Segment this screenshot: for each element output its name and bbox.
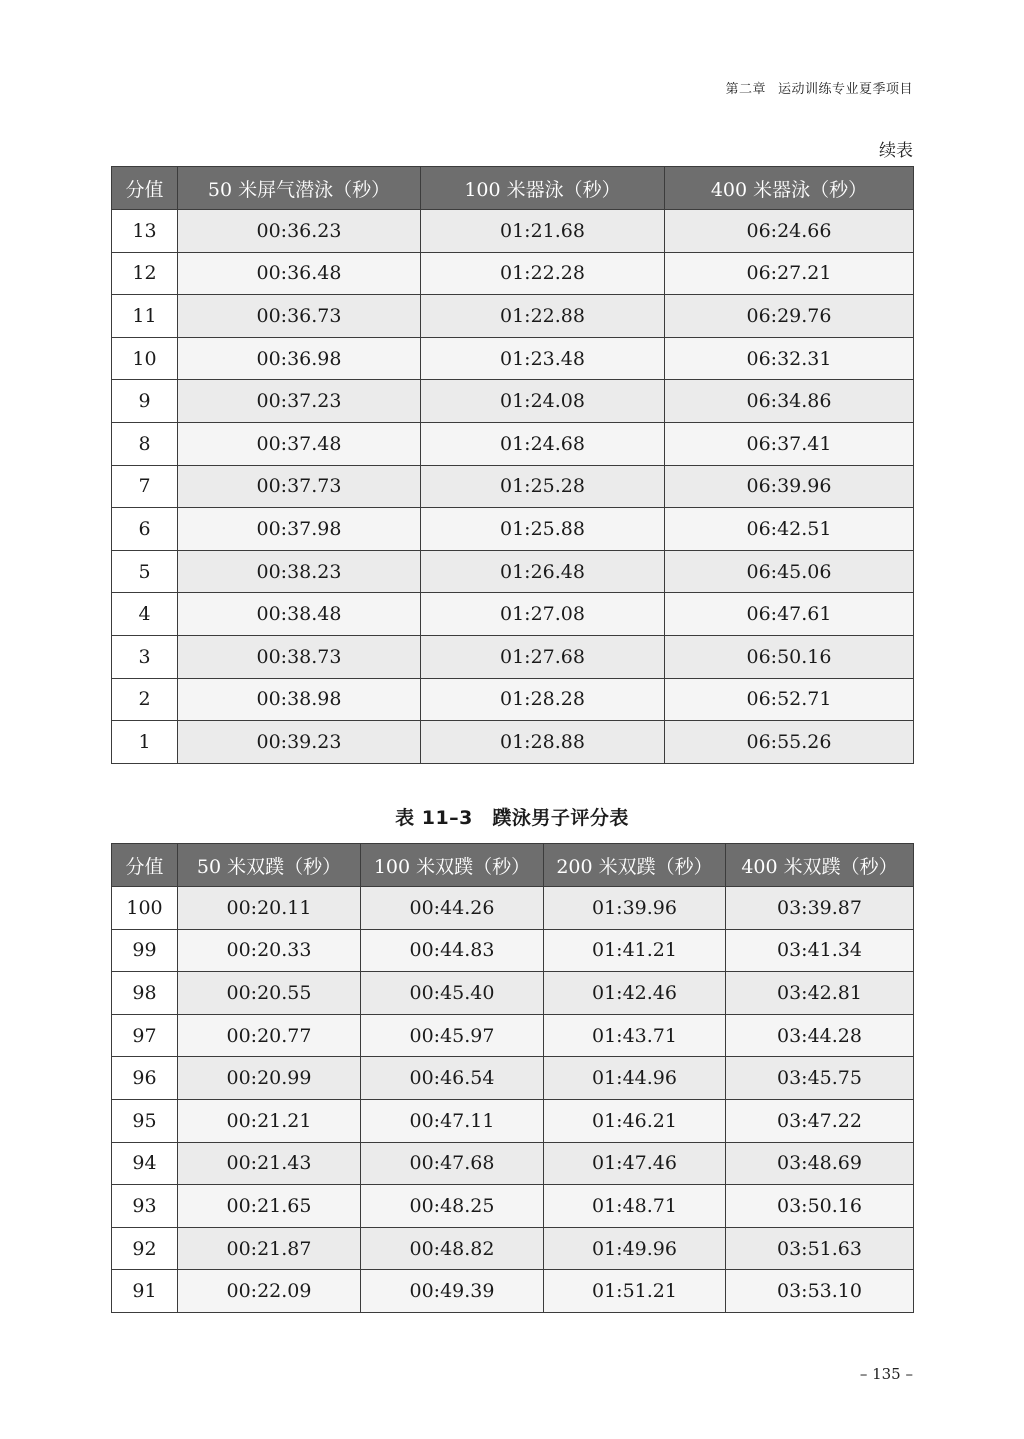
time-cell: 01:22.88 <box>421 295 665 338</box>
score-cell: 99 <box>112 929 178 972</box>
table-row <box>112 1014 914 1057</box>
score-cell: 3 <box>112 635 178 678</box>
table-row <box>112 252 914 295</box>
time-cell: 00:49.39 <box>361 1270 544 1313</box>
time-cell: 00:38.23 <box>178 550 421 593</box>
column-header: 50 米屏气潜泳（秒） <box>178 167 421 210</box>
time-cell: 01:21.68 <box>421 210 665 253</box>
time-cell: 00:37.73 <box>178 465 421 508</box>
column-header: 分值 <box>112 167 178 210</box>
time-cell: 01:49.96 <box>544 1227 726 1270</box>
chapter-label: 第二章 <box>725 82 766 97</box>
time-cell: 06:37.41 <box>665 422 914 465</box>
time-cell: 00:44.83 <box>361 929 544 972</box>
time-cell: 06:24.66 <box>665 210 914 253</box>
time-cell: 00:39.23 <box>178 721 421 764</box>
table-row <box>112 380 914 423</box>
time-cell: 01:48.71 <box>544 1185 726 1228</box>
score-cell: 1 <box>112 721 178 764</box>
score-cell: 98 <box>112 972 178 1015</box>
time-cell: 06:47.61 <box>665 593 914 636</box>
score-cell: 11 <box>112 295 178 338</box>
time-cell: 01:42.46 <box>544 972 726 1015</box>
time-cell: 00:21.65 <box>178 1185 361 1228</box>
column-header: 200 米双蹼（秒） <box>544 844 726 887</box>
table-row <box>112 210 914 253</box>
time-cell: 01:24.08 <box>421 380 665 423</box>
time-cell: 03:53.10 <box>726 1270 914 1313</box>
column-header: 100 米器泳（秒） <box>421 167 665 210</box>
time-cell: 01:28.88 <box>421 721 665 764</box>
time-cell: 00:38.98 <box>178 678 421 721</box>
score-cell: 4 <box>112 593 178 636</box>
time-cell: 06:39.96 <box>665 465 914 508</box>
score-cell: 13 <box>112 210 178 253</box>
table-row <box>112 1057 914 1100</box>
page-number: – 135 – <box>859 1365 913 1383</box>
time-cell: 00:38.73 <box>178 635 421 678</box>
time-cell: 00:37.48 <box>178 422 421 465</box>
time-cell: 01:22.28 <box>421 252 665 295</box>
time-cell: 01:44.96 <box>544 1057 726 1100</box>
table-row <box>112 887 914 930</box>
time-cell: 01:27.68 <box>421 635 665 678</box>
time-cell: 01:23.48 <box>421 337 665 380</box>
time-cell: 01:39.96 <box>544 887 726 930</box>
time-cell: 06:29.76 <box>665 295 914 338</box>
table-row <box>112 422 914 465</box>
table-row <box>112 465 914 508</box>
table-caption: 表 11–3 蹼泳男子评分表 <box>395 807 629 829</box>
table-body <box>112 887 914 1313</box>
time-cell: 03:41.34 <box>726 929 914 972</box>
time-cell: 06:52.71 <box>665 678 914 721</box>
table-row <box>112 337 914 380</box>
time-cell: 00:20.55 <box>178 972 361 1015</box>
table-row <box>112 1142 914 1185</box>
table-header-row <box>112 844 914 887</box>
table-row <box>112 972 914 1015</box>
score-table-continued <box>111 166 914 764</box>
time-cell: 03:50.16 <box>726 1185 914 1228</box>
time-cell: 00:21.43 <box>178 1142 361 1185</box>
fin-swimming-score-table <box>111 843 914 1313</box>
time-cell: 01:27.08 <box>421 593 665 636</box>
time-cell: 06:27.21 <box>665 252 914 295</box>
table-row <box>112 295 914 338</box>
time-cell: 00:36.23 <box>178 210 421 253</box>
time-cell: 00:36.98 <box>178 337 421 380</box>
score-cell: 9 <box>112 380 178 423</box>
table-row <box>112 1185 914 1228</box>
score-cell: 8 <box>112 422 178 465</box>
score-cell: 7 <box>112 465 178 508</box>
score-cell: 92 <box>112 1227 178 1270</box>
table-header-row <box>112 167 914 210</box>
table-row <box>112 1227 914 1270</box>
time-cell: 00:45.40 <box>361 972 544 1015</box>
time-cell: 03:45.75 <box>726 1057 914 1100</box>
score-cell: 2 <box>112 678 178 721</box>
time-cell: 00:37.98 <box>178 508 421 551</box>
time-cell: 00:20.99 <box>178 1057 361 1100</box>
column-header: 100 米双蹼（秒） <box>361 844 544 887</box>
table-row <box>112 550 914 593</box>
chapter-title: 运动训练专业夏季项目 <box>777 82 913 97</box>
time-cell: 01:25.88 <box>421 508 665 551</box>
time-cell: 00:48.25 <box>361 1185 544 1228</box>
score-cell: 94 <box>112 1142 178 1185</box>
time-cell: 03:44.28 <box>726 1014 914 1057</box>
score-cell: 95 <box>112 1099 178 1142</box>
score-cell: 10 <box>112 337 178 380</box>
time-cell: 01:51.21 <box>544 1270 726 1313</box>
time-cell: 00:45.97 <box>361 1014 544 1057</box>
time-cell: 01:46.21 <box>544 1099 726 1142</box>
time-cell: 03:39.87 <box>726 887 914 930</box>
column-header: 400 米双蹼（秒） <box>726 844 914 887</box>
time-cell: 01:43.71 <box>544 1014 726 1057</box>
time-cell: 00:22.09 <box>178 1270 361 1313</box>
time-cell: 00:47.11 <box>361 1099 544 1142</box>
time-cell: 00:44.26 <box>361 887 544 930</box>
time-cell: 06:42.51 <box>665 508 914 551</box>
score-cell: 5 <box>112 550 178 593</box>
time-cell: 03:51.63 <box>726 1227 914 1270</box>
time-cell: 06:34.86 <box>665 380 914 423</box>
time-cell: 00:37.23 <box>178 380 421 423</box>
time-cell: 03:47.22 <box>726 1099 914 1142</box>
time-cell: 06:55.26 <box>665 721 914 764</box>
time-cell: 01:28.28 <box>421 678 665 721</box>
table-body <box>112 210 914 764</box>
score-cell: 12 <box>112 252 178 295</box>
table-row <box>112 929 914 972</box>
column-header: 分值 <box>112 844 178 887</box>
time-cell: 06:45.06 <box>665 550 914 593</box>
table-row <box>112 1099 914 1142</box>
table-row <box>112 678 914 721</box>
time-cell: 00:38.48 <box>178 593 421 636</box>
time-cell: 00:20.33 <box>178 929 361 972</box>
time-cell: 01:41.21 <box>544 929 726 972</box>
table-row <box>112 1270 914 1313</box>
time-cell: 00:36.48 <box>178 252 421 295</box>
table-row <box>112 635 914 678</box>
time-cell: 06:50.16 <box>665 635 914 678</box>
time-cell: 00:20.77 <box>178 1014 361 1057</box>
time-cell: 00:46.54 <box>361 1057 544 1100</box>
time-cell: 06:32.31 <box>665 337 914 380</box>
running-header <box>725 78 913 97</box>
score-cell: 6 <box>112 508 178 551</box>
column-header: 400 米器泳（秒） <box>665 167 914 210</box>
time-cell: 01:26.48 <box>421 550 665 593</box>
time-cell: 03:42.81 <box>726 972 914 1015</box>
time-cell: 01:24.68 <box>421 422 665 465</box>
continued-label: 续表 <box>879 141 913 161</box>
time-cell: 00:48.82 <box>361 1227 544 1270</box>
score-cell: 97 <box>112 1014 178 1057</box>
column-header: 50 米双蹼（秒） <box>178 844 361 887</box>
score-cell: 91 <box>112 1270 178 1313</box>
time-cell: 03:48.69 <box>726 1142 914 1185</box>
time-cell: 00:47.68 <box>361 1142 544 1185</box>
score-cell: 93 <box>112 1185 178 1228</box>
table-row <box>112 593 914 636</box>
time-cell: 00:36.73 <box>178 295 421 338</box>
table-row <box>112 508 914 551</box>
score-cell: 100 <box>112 887 178 930</box>
time-cell: 01:25.28 <box>421 465 665 508</box>
score-cell: 96 <box>112 1057 178 1100</box>
time-cell: 01:47.46 <box>544 1142 726 1185</box>
time-cell: 00:21.21 <box>178 1099 361 1142</box>
table-row <box>112 721 914 764</box>
time-cell: 00:20.11 <box>178 887 361 930</box>
time-cell: 00:21.87 <box>178 1227 361 1270</box>
